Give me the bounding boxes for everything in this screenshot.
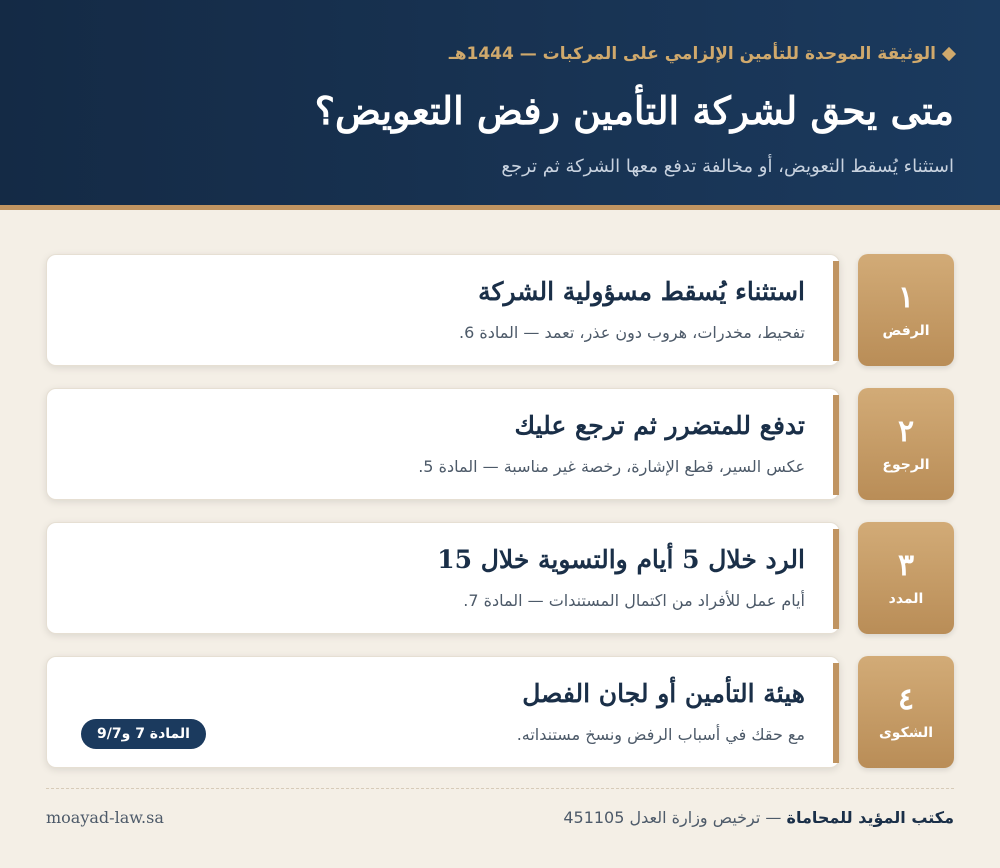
card (46, 656, 840, 768)
firm-name: مكتب المؤيد للمحاماة (786, 808, 954, 827)
card-title: الرد خلال 5 أيام والتسوية خلال 15 (437, 545, 805, 574)
card-accent-bar (833, 663, 839, 763)
card-accent-bar (833, 261, 839, 361)
step-badge (858, 522, 954, 634)
website-link[interactable]: moayad-law.sa (46, 808, 164, 827)
license-text: — ترخيص وزارة العدل 451105 (563, 808, 787, 827)
card-description: تفحيط، مخدرات، هروب دون عذر، تعمد — المادة 6. (459, 323, 805, 342)
footer-credit (563, 808, 954, 827)
diamond-icon (942, 47, 956, 61)
step-tag: الرفض (882, 323, 930, 339)
card-description: مع حقك في أسباب الرفض ونسخ مستنداته. (516, 725, 805, 744)
card (46, 522, 840, 634)
step-number: ٢ (897, 414, 915, 449)
step-tag: الشكوى (878, 725, 934, 741)
card-row-1 (46, 254, 954, 366)
card (46, 254, 840, 366)
eyebrow (449, 44, 954, 64)
card-accent-bar (833, 529, 839, 629)
page-subtitle: استثناء يُسقط التعويض، أو مخالفة تدفع معها الشركة ثم ترجع (501, 156, 954, 177)
step-tag: المدد (888, 591, 924, 607)
step-badge (858, 656, 954, 768)
header-banner (0, 0, 1000, 210)
card-description: عكس السير، قطع الإشارة، رخصة غير مناسبة — المادة 5. (418, 457, 805, 476)
card-description: أيام عمل للأفراد من اكتمال المستندات — المادة 7. (463, 591, 805, 610)
card-row-3 (46, 522, 954, 634)
card-title: هيئة التأمين أو لجان الفصل (522, 679, 805, 708)
card-title: استثناء يُسقط مسؤولية الشركة (478, 277, 805, 306)
eyebrow-text: الوثيقة الموحدة للتأمين الإلزامي على المركبات — 1444هـ (448, 44, 936, 64)
card (46, 388, 840, 500)
page-title: متى يحق لشركة التأمين رفض التعويض؟ (314, 88, 954, 133)
step-badge (858, 388, 954, 500)
card-row-2 (46, 388, 954, 500)
card-accent-bar (833, 395, 839, 495)
step-badge (858, 254, 954, 366)
cards-list (46, 254, 954, 790)
step-tag: الرجوع (882, 457, 930, 473)
card-row-4 (46, 656, 954, 768)
card-title: تدفع للمتضرر ثم ترجع عليك (514, 411, 805, 440)
step-number: ١ (897, 280, 915, 315)
footer-divider (46, 788, 954, 789)
step-number: ٣ (897, 548, 915, 583)
step-number: ٤ (897, 682, 915, 717)
article-reference-badge: المادة 7 و9/7 (81, 719, 206, 749)
